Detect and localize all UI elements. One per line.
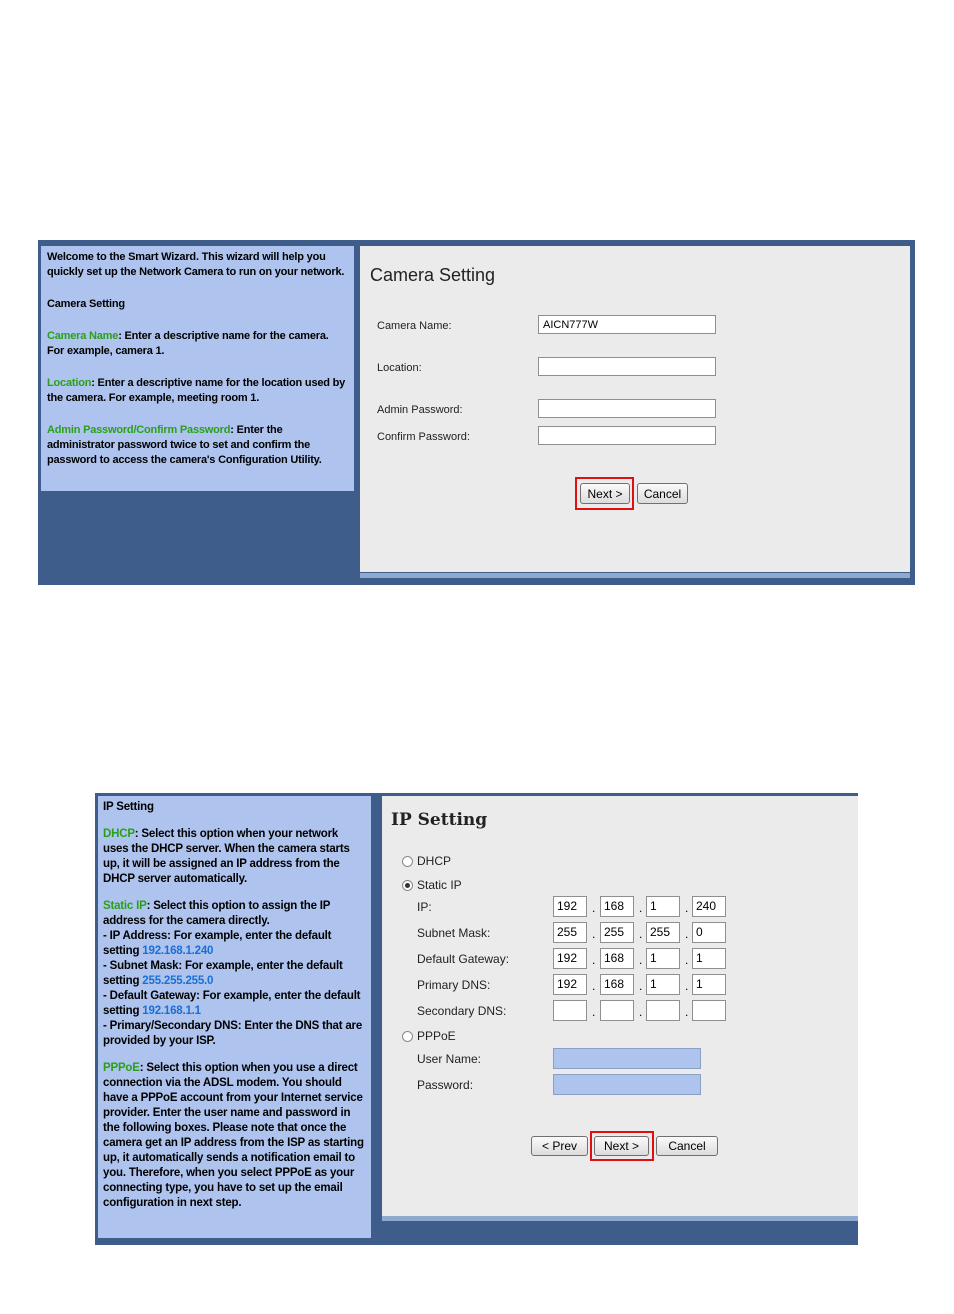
ip-setting-form [382,796,858,1216]
cancel-button[interactable]: Cancel [656,1136,718,1156]
help-text: : Enter the administrator password twice to set and confirm the password to access the camera's Configuration Utility. [47,424,322,466]
dot-separator: . [685,901,689,915]
help-mask-example: 255.255.255.0 [142,975,214,987]
confirm-password-label: Confirm Password: [377,431,470,443]
prev-button[interactable]: < Prev [531,1136,588,1156]
help-term: Location [47,377,92,389]
primary-dns-octet-1[interactable]: 192 [553,974,587,995]
pppoe-password-input[interactable] [553,1074,701,1095]
ip-octet-4[interactable]: 240 [692,896,726,917]
help-text: : Select this option to assign the IP address for the camera directly. [103,900,331,927]
help-term: Camera Name [47,330,119,342]
help-term: PPPoE [103,1062,140,1074]
help-section-title: IP Setting [103,801,154,813]
pppoe-user-name-input[interactable] [553,1048,701,1069]
bottom-bar [360,573,910,578]
dhcp-label: DHCP [417,854,452,868]
help-admin-password [47,423,348,468]
mask-octet-2[interactable]: 255 [600,922,634,943]
primary-dns-octet-2[interactable]: 168 [600,974,634,995]
secondary-dns-octet-1[interactable] [553,1000,587,1021]
gateway-octet-4[interactable]: 1 [692,948,726,969]
help-section-title: Camera Setting [47,298,125,310]
dot-separator: . [685,953,689,967]
dhcp-radio[interactable] [402,856,413,867]
pppoe-radio[interactable] [402,1031,413,1042]
help-term: DHCP [103,828,135,840]
default-gateway-label: Default Gateway: [417,952,510,966]
mask-octet-3[interactable]: 255 [646,922,680,943]
help-panel [41,246,354,491]
static-ip-label: Static IP [417,878,462,892]
camera-name-label: Camera Name: [377,320,452,332]
help-dns-line: - Primary/Secondary DNS: Enter the DNS that are provided by your ISP. [103,1020,363,1047]
pppoe-password-label: Password: [417,1078,474,1092]
help-gateway-line: - Default Gateway: For example, enter the default setting [103,990,361,1017]
primary-dns-label: Primary DNS: [417,978,491,992]
help-location [47,376,348,406]
primary-dns-octet-3[interactable]: 1 [646,974,680,995]
secondary-dns-label: Secondary DNS: [417,1004,507,1018]
help-term: Admin Password/Confirm Password [47,424,231,436]
help-text: : Select this option when your network uses the DHCP server. When the camera starts up, it will be assigned an IP address from the DHCP server automatically. [103,828,350,885]
mask-octet-4[interactable]: 0 [692,922,726,943]
help-pppoe [103,1061,366,1211]
mask-octet-1[interactable]: 255 [553,922,587,943]
camera-setting-form [360,246,910,572]
gateway-octet-3[interactable]: 1 [646,948,680,969]
primary-dns-octet-4[interactable]: 1 [692,974,726,995]
pppoe-user-name-label: User Name: [417,1052,482,1066]
pppoe-label: PPPoE [417,1029,456,1043]
dot-separator: . [639,1005,643,1019]
help-ip-example: 192.168.1.240 [142,945,214,957]
help-intro: Welcome to the Smart Wizard. This wizard will help you quickly set up the Network Camera to run on your network. [47,251,345,278]
help-mask-line: - Subnet Mask: For example, enter the default setting [103,960,343,987]
confirm-password-input[interactable] [538,426,716,445]
location-label: Location: [377,362,422,374]
dot-separator: . [592,953,596,967]
help-text: : Enter a descriptive name for the location used by the camera. For example, meeting room 1. [47,377,346,404]
ip-octet-1[interactable]: 192 [553,896,587,917]
gateway-octet-1[interactable]: 192 [553,948,587,969]
secondary-dns-octet-4[interactable] [692,1000,726,1021]
help-gateway-example: 192.168.1.1 [142,1005,201,1017]
dot-separator: . [592,979,596,993]
help-dhcp [103,827,366,887]
dot-separator: . [592,1005,596,1019]
ip-octet-2[interactable]: 168 [600,896,634,917]
help-text: : Select this option when you use a direct connection via the ADSL modem. You should have a PPPoE account from your Internet service provider. Enter the user name and password in the following boxes. Please note that once the camera get an IP address from the ISP as starting up, it automatically sends a notification email to you. Therefore, when you select PPPoE as your connecting type, you have to set up the email configuration in next step. [103,1062,364,1209]
dot-separator: . [685,927,689,941]
dot-separator: . [592,927,596,941]
secondary-dns-octet-2[interactable] [600,1000,634,1021]
dot-separator: . [639,953,643,967]
help-text: : Enter a descriptive name for the camera. For example, camera 1. [47,330,329,357]
dot-separator: . [685,1005,689,1019]
help-static-ip [103,899,366,1049]
dot-separator: . [592,901,596,915]
ip-octet-3[interactable]: 1 [646,896,680,917]
location-input[interactable] [538,357,716,376]
gateway-octet-2[interactable]: 168 [600,948,634,969]
bottom-bar [382,1216,858,1221]
subnet-mask-label: Subnet Mask: [417,926,491,940]
next-button[interactable]: Next > [580,483,630,504]
page-title: Camera Setting [370,265,496,285]
help-term: Static IP [103,900,147,912]
dot-separator: . [639,901,643,915]
help-camera-name [47,329,348,359]
camera-setting-window [38,240,915,585]
cancel-button[interactable]: Cancel [637,483,688,504]
dot-separator: . [685,979,689,993]
secondary-dns-octet-3[interactable] [646,1000,680,1021]
ip-setting-window [95,793,858,1245]
admin-password-label: Admin Password: [377,404,463,416]
help-ip-line: - IP Address: For example, enter the default setting [103,930,332,957]
dot-separator: . [639,979,643,993]
static-ip-radio[interactable] [402,880,413,891]
camera-name-input[interactable] [538,315,716,334]
help-panel [98,796,371,1238]
next-button[interactable]: Next > [594,1136,649,1156]
dot-separator: . [639,927,643,941]
page-title: IP Setting [391,810,488,830]
ip-label: IP: [417,900,432,914]
admin-password-input[interactable] [538,399,716,418]
